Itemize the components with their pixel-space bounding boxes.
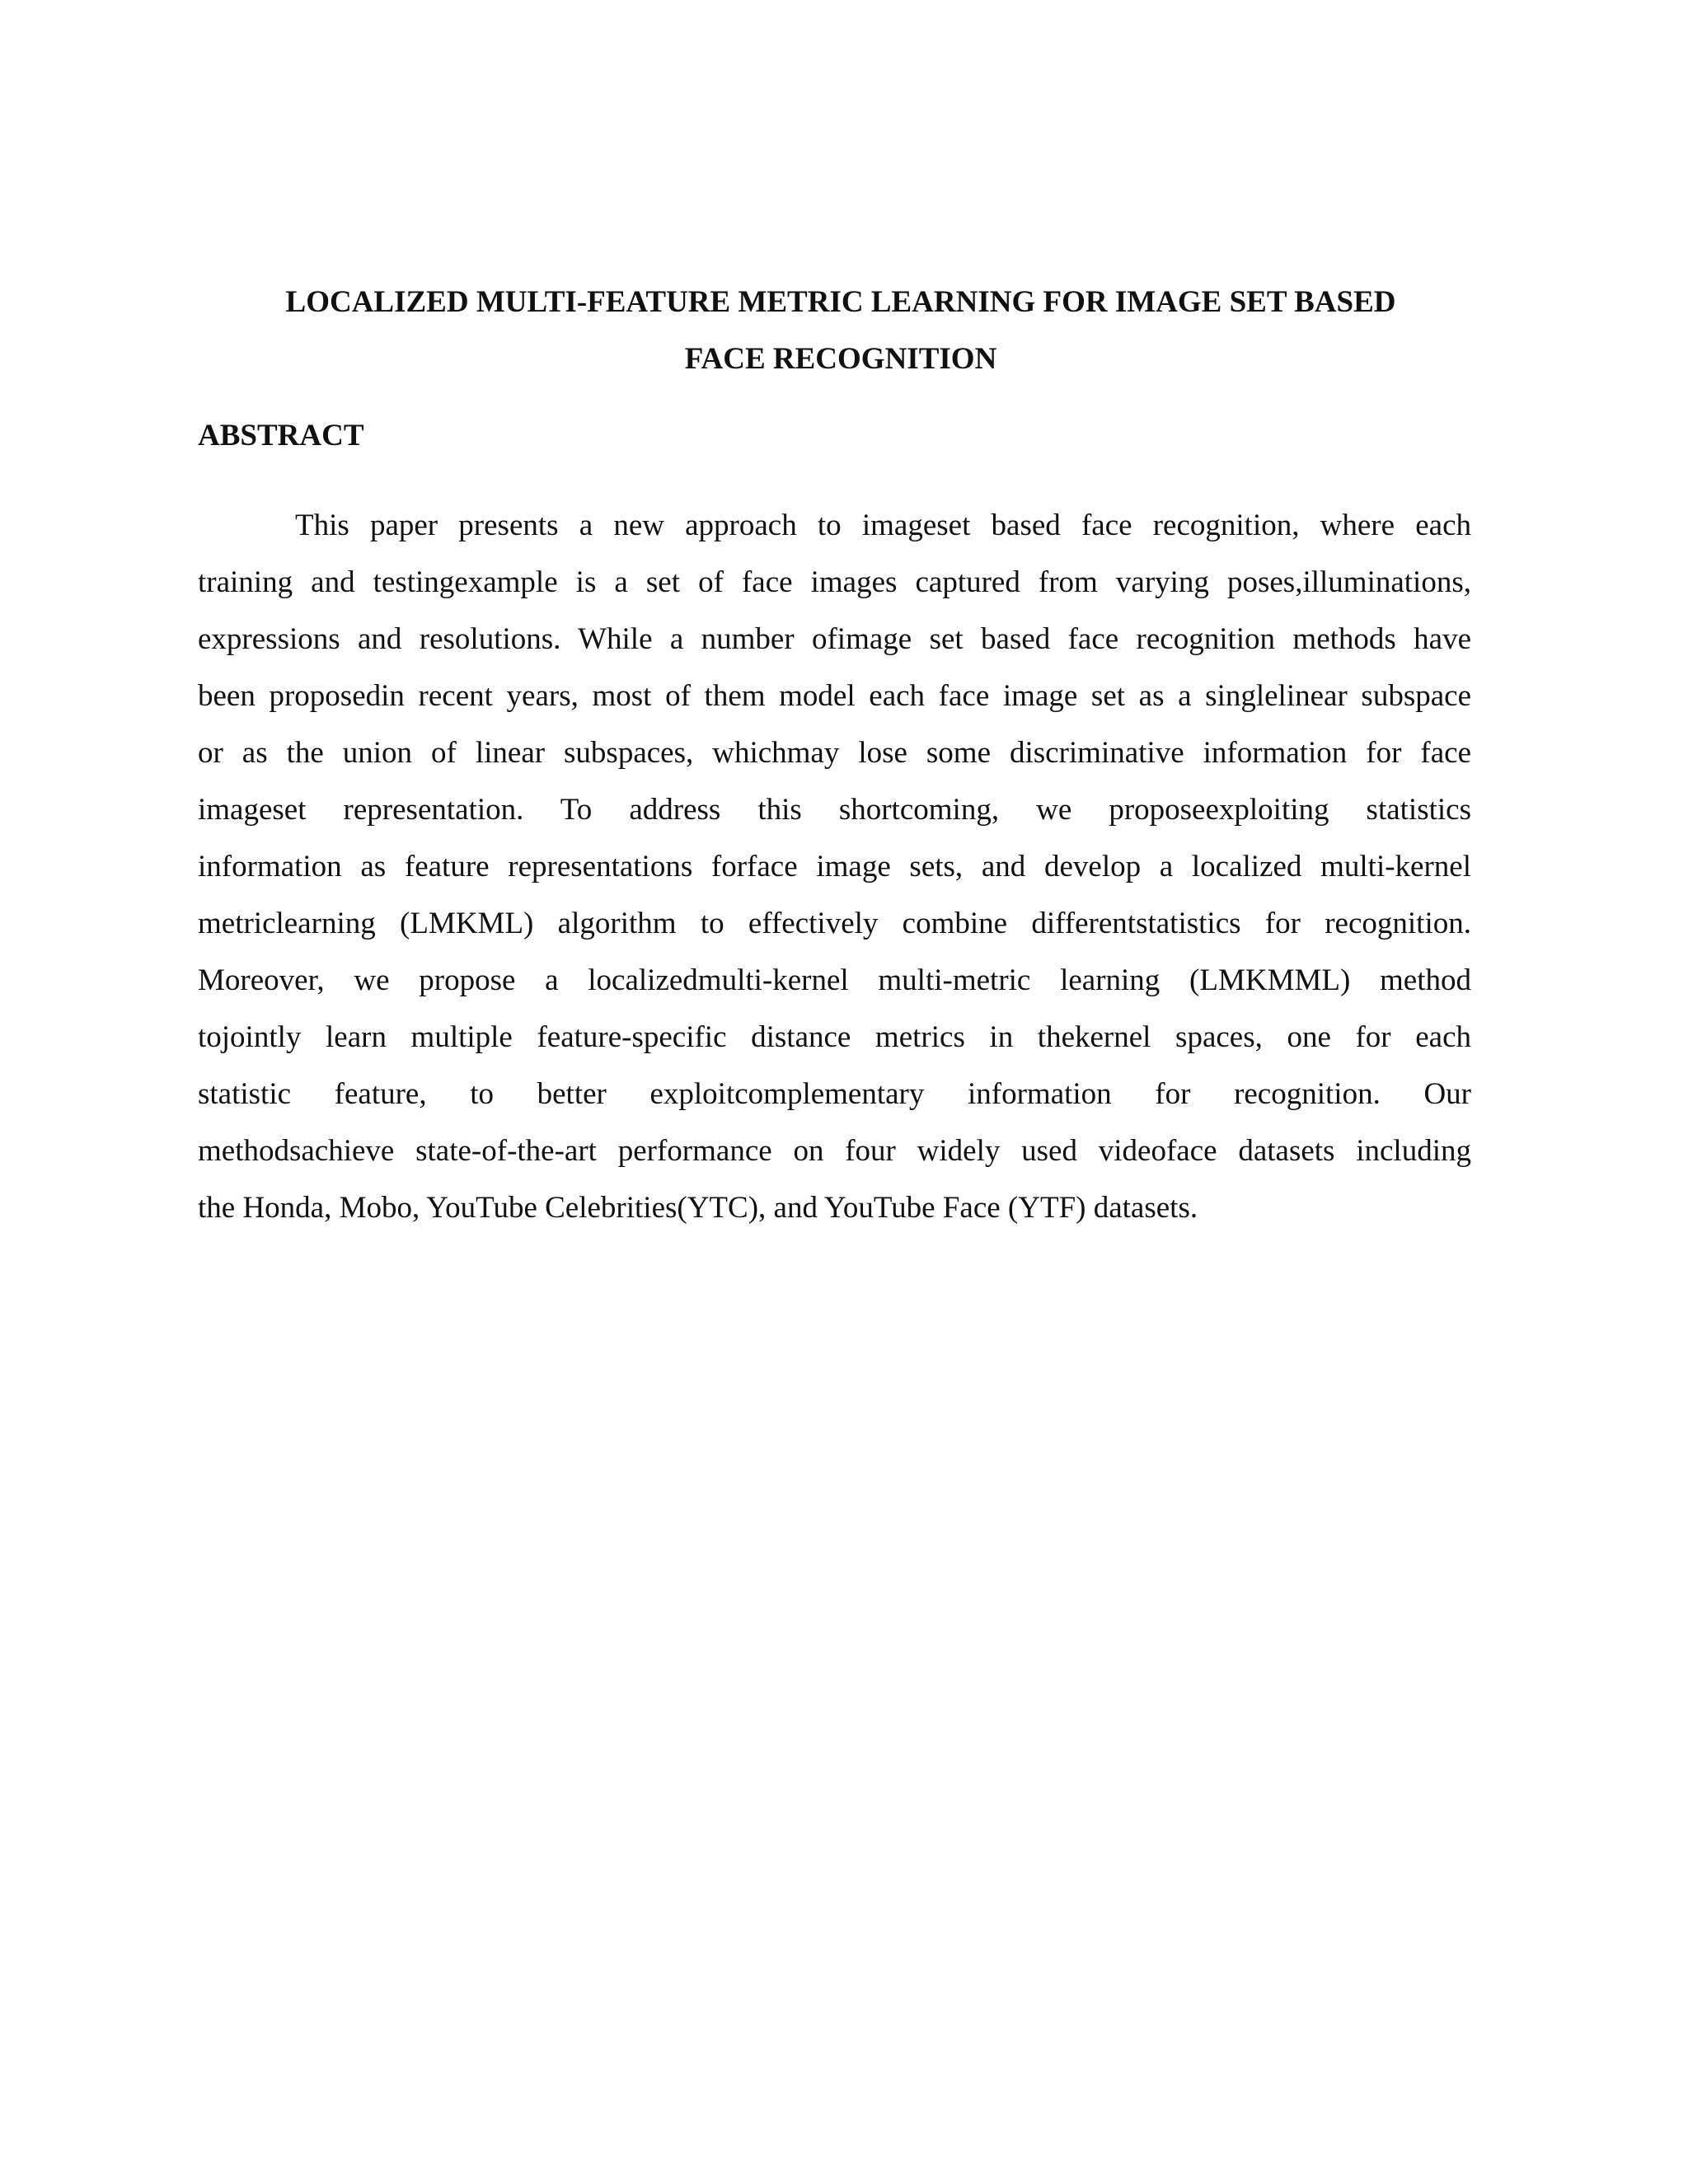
abstract-line: methodsachieve state-of-the-art performance on four widely used videoface datasets including xyxy=(198,1134,1471,1168)
abstract-line: or as the union of linear subspaces, whichmay lose some discriminative information for face xyxy=(198,736,1471,770)
abstract-line: been proposedin recent years, most of them model each face image set as a singlelinear subspace xyxy=(198,679,1471,713)
paper-title-line-2: FACE RECOGNITION xyxy=(684,342,997,376)
paper-title-line-1: LOCALIZED MULTI-FEATURE METRIC LEARNING FOR IMAGE SET BASED xyxy=(285,285,1396,319)
abstract-line: expressions and resolutions. While a number ofimage set based face recognition methods have xyxy=(198,622,1471,656)
abstract-line: This paper presents a new approach to imageset based face recognition, where each xyxy=(295,509,1471,542)
abstract-line: Moreover, we propose a localizedmulti-kernel multi-metric learning (LMKMML) method xyxy=(198,963,1471,997)
abstract-heading: ABSTRACT xyxy=(198,419,364,452)
abstract-line: information as feature representations forface image sets, and develop a localized multi-kernel xyxy=(198,850,1471,883)
abstract-line: imageset representation. To address this shortcoming, we proposeexploiting statistics xyxy=(198,793,1471,827)
abstract-line: tojointly learn multiple feature-specific distance metrics in thekernel spaces, one for each xyxy=(198,1020,1471,1054)
paper-title xyxy=(198,274,1484,387)
abstract-line: the Honda, Mobo, YouTube Celebrities(YTC), and YouTube Face (YTF) datasets. xyxy=(198,1191,1198,1225)
abstract-line: metriclearning (LMKML) algorithm to effectively combine differentstatistics for recognition. xyxy=(198,907,1471,940)
abstract-paragraph xyxy=(198,497,1471,1236)
abstract-line: training and testingexample is a set of face images captured from varying poses,illuminations, xyxy=(198,565,1471,599)
abstract-line: statistic feature, to better exploitcomplementary information for recognition. Our xyxy=(198,1077,1471,1111)
